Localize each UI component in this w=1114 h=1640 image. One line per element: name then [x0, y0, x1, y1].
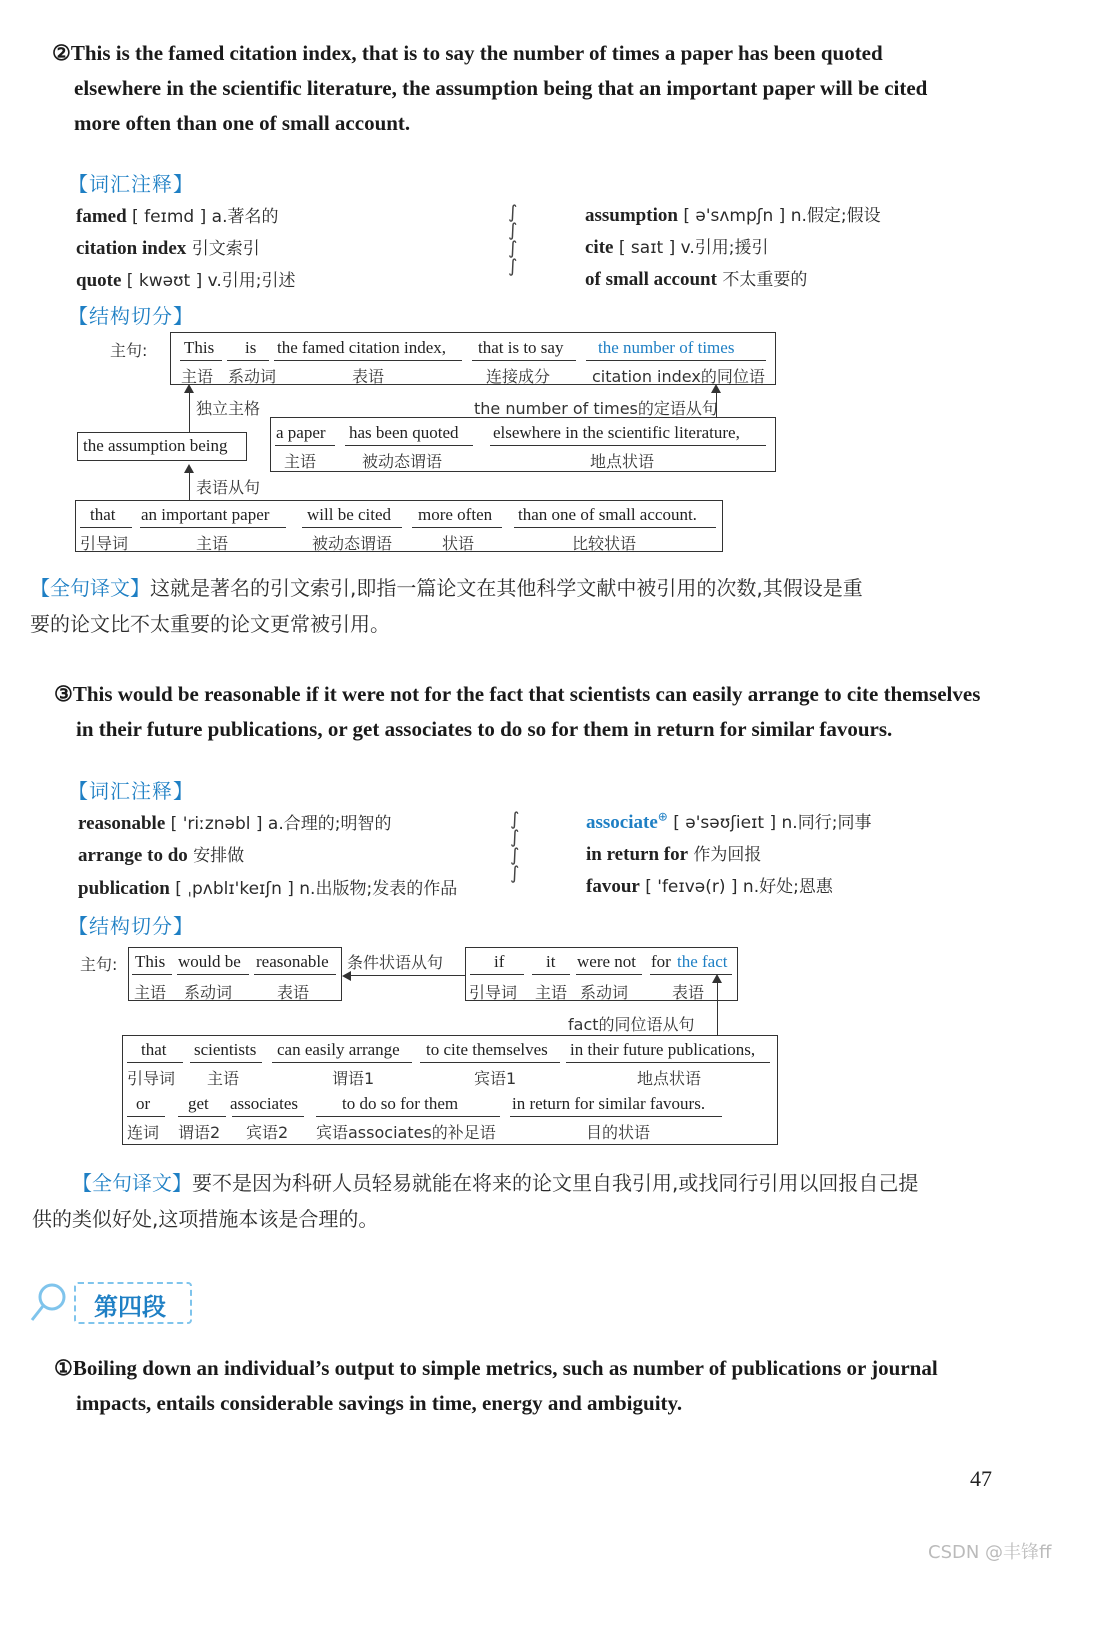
label: 主语 [134, 983, 167, 1002]
paragraph-4-title: 第四段 [94, 1293, 166, 1321]
seg: This [184, 338, 215, 357]
label: 谓语1 [332, 1069, 375, 1088]
label: 引导词 [80, 534, 129, 553]
label: 谓语2 [178, 1123, 221, 1142]
sentence-3-line2: in their future publications, or get associates to do so for them in return for similar favours. [76, 717, 893, 741]
seg: in their future publications, [570, 1040, 756, 1059]
label: 引导词 [469, 983, 518, 1002]
sentence-4-1-line2: impacts, entails considerable savings in time, energy and ambiguity. [76, 1391, 683, 1415]
vocab-cite: cite [ saɪt ] v.引用;援引 [585, 237, 769, 258]
seg: that [90, 505, 116, 524]
seg: the number of times [598, 338, 735, 357]
watermark: CSDN @丰锋ff [928, 1542, 1052, 1563]
page-number: 47 [970, 1466, 992, 1491]
label: 主语 [284, 452, 317, 471]
label: 宾语associates的补足语 [316, 1123, 496, 1142]
structure-heading: 【结构切分】 [68, 914, 194, 938]
seg: to do so for them [342, 1094, 459, 1113]
vocab-quote: quote [ kwəʊt ] v.引用;引述 [76, 270, 296, 291]
label: the number of times的定语从句 [474, 399, 718, 418]
label: 比较状语 [572, 534, 637, 553]
vocab-famed: famed [ feɪmd ] a.著名的 [76, 206, 279, 227]
wavy-divider: ∫ ∫ ∫ ∫ [508, 202, 518, 277]
sentence-2-line3: more often than one of small account. [74, 111, 411, 135]
sentence-4-1-line1: ①Boiling down an individual’s output to simple metrics, such as number of publications or journal [54, 1356, 938, 1380]
label: 目的状语 [586, 1123, 651, 1142]
label: 主语 [181, 367, 214, 386]
seg: elsewhere in the scientific literature, [493, 423, 740, 442]
sentence-2-line1 [52, 35, 883, 71]
seg: get [188, 1094, 209, 1113]
label: 连词 [127, 1123, 160, 1142]
seg: reasonable [256, 952, 329, 971]
seg: an important paper [141, 505, 270, 524]
seg: scientists [194, 1040, 257, 1059]
seg: is [245, 338, 257, 357]
magnifier-icon [28, 1280, 70, 1324]
seg: if [494, 952, 505, 971]
seg: has been quoted [349, 423, 459, 442]
label: 表语 [352, 367, 385, 386]
label: 状语 [442, 534, 475, 553]
label: 被动态谓语 [362, 452, 443, 471]
seg: for [651, 952, 671, 971]
seg: the assumption being [83, 436, 228, 455]
label: 系动词 [228, 367, 277, 386]
label: 条件状语从句 [347, 953, 444, 972]
vocab-favour: favour [ 'feɪvə(r) ] n.好处;恩惠 [586, 876, 833, 897]
seg: the fact [677, 952, 728, 971]
sentence-number: ② [52, 41, 71, 65]
label: 宾语1 [474, 1069, 517, 1088]
label: fact的同位语从句 [568, 1015, 695, 1034]
vocab-assumption: assumption [ ə'sʌmpʃn ] n.假定;假设 [585, 205, 881, 226]
seg: than one of small account. [518, 505, 697, 524]
sentence-2-line2: elsewhere in the scientific literature, the assumption being that an important paper will be cited [74, 76, 928, 100]
vocab-heading: 【词汇注释】 [68, 779, 194, 803]
translation-2-line2: 要的论文比不太重要的论文更常被引用。 [30, 612, 390, 636]
label: 表语从句 [196, 478, 261, 497]
seg: associates [230, 1094, 298, 1113]
translation-3-line2: 供的类似好处,这项措施本该是合理的。 [32, 1207, 379, 1231]
seg: the famed citation index, [277, 338, 446, 357]
translation-3-line1: 【全句译文】要不是因为科研人员轻易就能在将来的论文里自我引用,或找同行引用以回报自己提 [72, 1171, 919, 1195]
label: 系动词 [580, 983, 629, 1002]
label: 主语 [196, 534, 229, 553]
seg: a paper [276, 423, 326, 442]
label: 地点状语 [637, 1069, 702, 1088]
seg: would be [178, 952, 241, 971]
label: 连接成分 [486, 367, 551, 386]
label: 主语 [207, 1069, 240, 1088]
label: 独立主格 [196, 399, 261, 418]
label: 引导词 [127, 1069, 176, 1088]
vocab-arrange: arrange to do 安排做 [78, 845, 245, 866]
translation-2-line1: 【全句译文】这就是著名的引文索引,即指一篇论文在其他科学文献中被引用的次数,其假设是重 [30, 576, 863, 600]
label: 宾语2 [246, 1123, 289, 1142]
wavy-divider: ∫ ∫ ∫ ∫ [510, 809, 520, 884]
label: 系动词 [184, 983, 233, 1002]
vocab-heading: 【词汇注释】 [68, 172, 194, 196]
main-clause-label: 主句: [80, 955, 118, 974]
label: 被动态谓语 [312, 534, 393, 553]
key-word-icon: ⊕ [657, 809, 668, 824]
seg: were not [577, 952, 637, 971]
sentence-text: This is the famed citation index, that is to say the number of times a paper has been quoted [70, 41, 883, 65]
seg: can easily arrange [277, 1040, 400, 1059]
seg: in return for similar favours. [512, 1094, 706, 1113]
vocab-of-small-account: of small account 不太重要的 [585, 269, 808, 290]
seg: that [141, 1040, 167, 1059]
sentence-3-line1: ③This would be reasonable if it were not for the fact that scientists can easily arrange to cite themselves [54, 682, 981, 706]
label: 表语 [672, 983, 705, 1002]
vocab-publication: publication [ ˌpʌblɪ'keɪʃn ] n.出版物;发表的作品 [78, 878, 458, 899]
vocab-reasonable: reasonable [ 'riːznəbl ] a.合理的;明智的 [78, 813, 392, 834]
seg: or [136, 1094, 151, 1113]
label: 表语 [277, 983, 310, 1002]
vocab-citation-index: citation index 引文索引 [76, 238, 260, 259]
main-clause-label: 主句: [110, 341, 148, 360]
vocab-associate: associate⊕ [ ə'səʊʃieɪt ] n.同行;同事 [586, 809, 872, 833]
seg: more often [418, 505, 493, 524]
label: 地点状语 [590, 452, 655, 471]
label: 主语 [535, 983, 568, 1002]
seg: to cite themselves [426, 1040, 548, 1059]
vocab-in-return-for: in return for 作为回报 [586, 844, 762, 865]
seg: that is to say [478, 338, 564, 357]
label: citation index的同位语 [592, 367, 765, 386]
seg: it [546, 952, 556, 971]
seg: This [135, 952, 166, 971]
seg: will be cited [307, 505, 392, 524]
structure-heading: 【结构切分】 [68, 304, 194, 328]
